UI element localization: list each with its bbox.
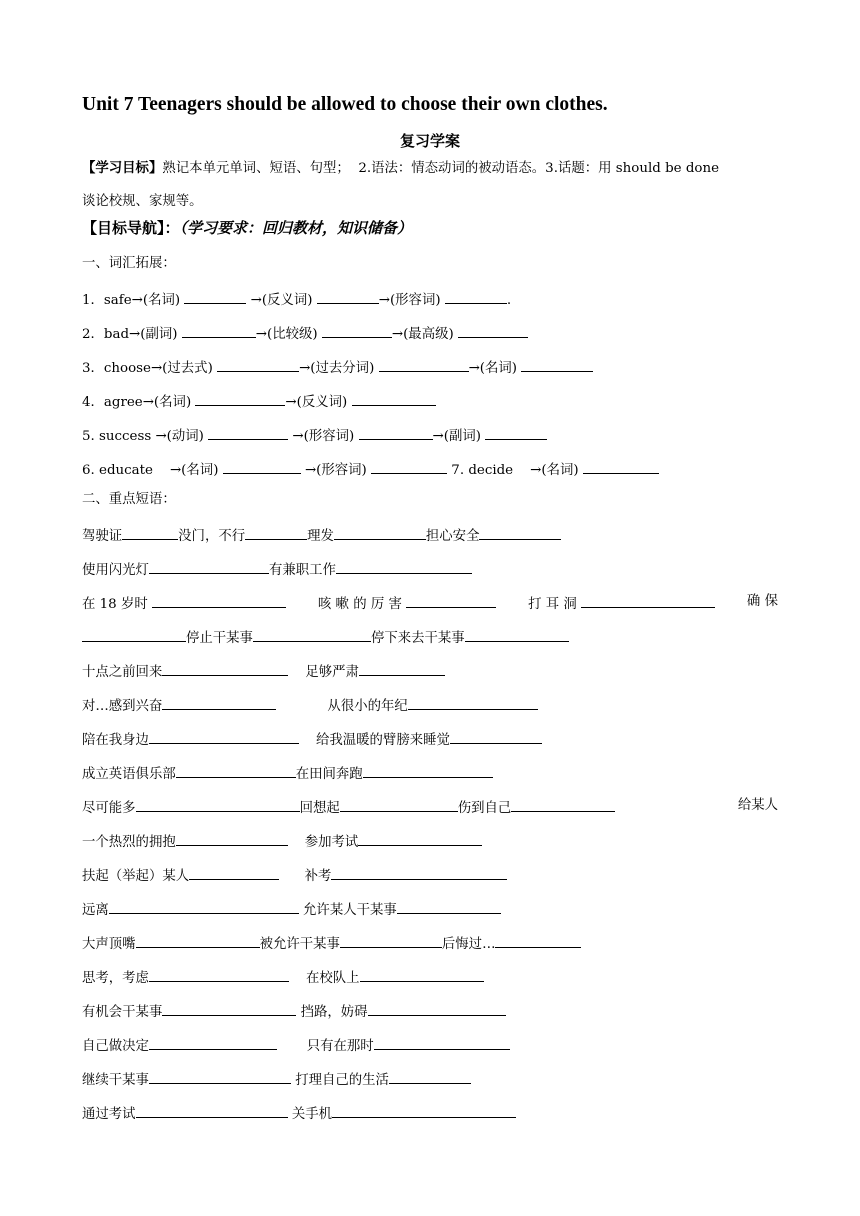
guide-line <box>82 219 412 237</box>
text-segment: 给某人 <box>737 798 778 813</box>
phrase-row <box>82 1035 510 1056</box>
phrase-row <box>82 865 507 886</box>
text-segment: →(最高级) <box>391 327 458 342</box>
phrase-row <box>82 933 581 954</box>
answer-blank[interactable] <box>371 459 447 474</box>
phrase-row <box>82 661 445 682</box>
answer-blank[interactable] <box>397 899 501 914</box>
text-segment: 停止干某事 <box>186 631 253 646</box>
answer-blank[interactable] <box>136 797 300 812</box>
text-segment: 4．agree→(名词) <box>82 395 196 410</box>
answer-blank[interactable] <box>149 729 299 744</box>
phrase-row <box>82 1069 471 1090</box>
text-segment: 在校队上 <box>305 971 360 986</box>
text-segment: →(名词) <box>468 361 522 376</box>
text-segment: 有机会干某事 <box>82 1005 163 1020</box>
answer-blank[interactable] <box>352 391 436 406</box>
answer-blank[interactable] <box>122 525 178 540</box>
answer-blank[interactable] <box>152 593 286 608</box>
text-segment: 对…感到兴奋 <box>82 699 163 714</box>
section2-heading: 二、重点短语： <box>82 492 176 507</box>
answer-blank[interactable] <box>368 1001 506 1016</box>
answer-blank[interactable] <box>149 1069 291 1084</box>
answer-blank[interactable] <box>511 797 615 812</box>
phrase-row <box>82 1001 506 1022</box>
guide-text: （学习要求：回归教材，知识储备） <box>179 219 413 237</box>
answer-blank[interactable] <box>208 425 288 440</box>
answer-blank[interactable] <box>331 865 507 880</box>
answer-blank[interactable] <box>195 391 285 406</box>
answer-blank[interactable] <box>149 967 289 982</box>
text-segment: 允许某人干某事 <box>303 903 397 918</box>
answer-blank[interactable] <box>389 1069 471 1084</box>
text-segment: 后悔过… <box>441 937 496 952</box>
text-segment: 驾驶证 <box>82 529 123 544</box>
answer-blank[interactable] <box>176 763 296 778</box>
phrase-row <box>82 1103 516 1124</box>
text-segment: 停下来去干某事 <box>370 631 465 646</box>
answer-blank[interactable] <box>182 323 256 338</box>
text-segment: 1．safe→(名词) <box>82 293 185 308</box>
answer-blank[interactable] <box>336 559 472 574</box>
answer-blank[interactable] <box>360 967 484 982</box>
text-segment: 确 保 <box>746 594 778 609</box>
answer-blank[interactable] <box>217 357 299 372</box>
text-segment: 在 18 岁时 <box>82 597 148 612</box>
answer-blank[interactable] <box>408 695 538 710</box>
text-segment: →(形容词) <box>288 429 359 444</box>
answer-blank[interactable] <box>109 899 299 914</box>
text-segment: 被允许干某事 <box>259 937 340 952</box>
text-segment: 5. success →(动词) <box>82 429 209 444</box>
text-segment: 7. decide →(名词) <box>447 463 583 478</box>
answer-blank[interactable] <box>189 865 279 880</box>
answer-blank[interactable] <box>359 661 445 676</box>
text-segment: 从很小的年纪 <box>327 699 408 714</box>
answer-blank[interactable] <box>245 525 307 540</box>
phrase-row <box>82 967 484 988</box>
answer-blank[interactable] <box>162 1001 296 1016</box>
text-segment: 回想起 <box>299 801 340 816</box>
vocab-item-4 <box>82 391 436 412</box>
vocab-item-6 <box>82 459 659 480</box>
text-segment: →(形容词) <box>378 293 445 308</box>
answer-blank[interactable] <box>332 1103 516 1118</box>
goals-line <box>82 159 719 178</box>
answer-blank[interactable] <box>162 661 288 676</box>
text-segment: 没门，不行 <box>178 529 246 544</box>
answer-blank[interactable] <box>162 695 276 710</box>
text-segment: 咳 嗽 的 厉 害 <box>317 597 402 612</box>
text-segment: 足够严肃 <box>305 665 359 680</box>
answer-blank[interactable] <box>485 425 547 440</box>
text-segment: 继续干某事 <box>82 1073 149 1088</box>
answer-blank[interactable] <box>479 525 561 540</box>
phrase-row <box>82 797 778 818</box>
phrase-row <box>82 593 778 614</box>
answer-blank[interactable] <box>445 289 507 304</box>
text-segment: →(比较级) <box>255 327 322 342</box>
answer-blank[interactable] <box>253 627 371 642</box>
vocab-item-2 <box>82 323 528 344</box>
text-segment: 打 耳 洞 <box>528 597 577 612</box>
answer-blank[interactable] <box>184 289 246 304</box>
answer-blank[interactable] <box>176 831 288 846</box>
answer-blank[interactable] <box>136 1103 288 1118</box>
answer-blank[interactable] <box>149 559 269 574</box>
text-segment: 打理自己的生活 <box>295 1073 389 1088</box>
text-segment: 6. educate →(名词) <box>82 463 223 478</box>
text-segment: 担心安全 <box>425 529 480 544</box>
answer-blank[interactable] <box>82 627 186 642</box>
text-segment: →(形容词) <box>300 463 372 478</box>
text-segment: →(过去分词) <box>299 361 379 376</box>
text-segment: 参加考试 <box>304 835 359 850</box>
phrase-row <box>82 729 542 750</box>
answer-blank[interactable] <box>495 933 581 948</box>
answer-blank[interactable] <box>340 933 442 948</box>
vocab-item-3 <box>82 357 593 378</box>
answer-blank[interactable] <box>374 1035 510 1050</box>
page-title: Unit 7 Teenagers should be allowed to choose their own clothes. <box>82 94 608 115</box>
answer-blank[interactable] <box>465 627 569 642</box>
text-segment: →(反义词) <box>285 395 352 410</box>
answer-blank[interactable] <box>340 797 458 812</box>
text-segment: 使用闪光灯 <box>82 563 149 578</box>
text-segment: . <box>506 293 512 308</box>
text-segment: 十点之前回来 <box>82 665 163 680</box>
answer-blank[interactable] <box>317 289 379 304</box>
text-segment: 只有在那时 <box>306 1039 374 1054</box>
answer-blank[interactable] <box>136 933 260 948</box>
text-segment: 关手机 <box>291 1107 332 1122</box>
text-segment: 思考，考虑 <box>82 971 149 986</box>
answer-blank[interactable] <box>223 459 301 474</box>
text-segment: 2．bad→(副词) <box>82 327 182 342</box>
phrase-row <box>82 559 472 580</box>
answer-blank[interactable] <box>583 459 659 474</box>
text-segment: 扶起（举起）某人 <box>82 869 190 884</box>
answer-blank[interactable] <box>334 525 426 540</box>
text-segment: 通过考试 <box>82 1107 136 1122</box>
phrase-row <box>82 831 482 852</box>
text-segment: 补考 <box>304 869 332 884</box>
page-subtitle: 复习学案 <box>399 132 460 150</box>
goals-text: 熟记本单元单词、短语、句型； 2.语法：情态动词的被动语态。3.话题：用 should be done <box>162 161 720 176</box>
text-segment: 一个热烈的拥抱 <box>82 835 176 850</box>
phrase-row <box>82 525 561 546</box>
phrase-row <box>82 763 493 784</box>
answer-blank[interactable] <box>358 831 482 846</box>
text-segment: 理发 <box>307 529 334 544</box>
text-segment: →(反义词) <box>246 293 317 308</box>
text-segment: 自己做决定 <box>82 1039 149 1054</box>
answer-blank[interactable] <box>458 323 528 338</box>
text-segment: 尽可能多 <box>82 801 136 816</box>
phrase-row <box>82 899 501 920</box>
guide-label: 【目标导航】： <box>82 219 180 237</box>
section1-heading: 一、词汇拓展： <box>82 256 176 271</box>
text-segment: 成立英语俱乐部 <box>82 767 176 782</box>
answer-blank[interactable] <box>521 357 593 372</box>
text-segment: 大声顶嘴 <box>82 937 136 952</box>
goals-text-cont: 谈论校规、家规等。 <box>82 194 203 209</box>
goals-label: 【学习目标】 <box>82 160 163 176</box>
answer-blank[interactable] <box>406 593 496 608</box>
text-segment: 3．choose→(过去式) <box>82 361 218 376</box>
text-segment: →(副词) <box>432 429 486 444</box>
answer-blank[interactable] <box>450 729 542 744</box>
answer-blank[interactable] <box>379 357 469 372</box>
text-segment: 伤到自己 <box>457 801 512 816</box>
answer-blank[interactable] <box>581 593 715 608</box>
text-segment: 在田间奔跑 <box>295 767 363 782</box>
text-segment: 有兼职工作 <box>268 563 336 578</box>
phrase-row <box>82 627 569 648</box>
text-segment: 挡路，妨碍 <box>300 1005 368 1020</box>
vocab-item-5 <box>82 425 547 446</box>
answer-blank[interactable] <box>359 425 433 440</box>
text-segment: 给我温暖的臂膀来睡觉 <box>315 733 450 748</box>
answer-blank[interactable] <box>149 1035 277 1050</box>
text-segment: 陪在我身边 <box>82 733 149 748</box>
phrase-row <box>82 695 538 716</box>
text-segment: 远离 <box>82 903 109 918</box>
answer-blank[interactable] <box>363 763 493 778</box>
answer-blank[interactable] <box>322 323 392 338</box>
vocab-item-1 <box>82 289 511 310</box>
